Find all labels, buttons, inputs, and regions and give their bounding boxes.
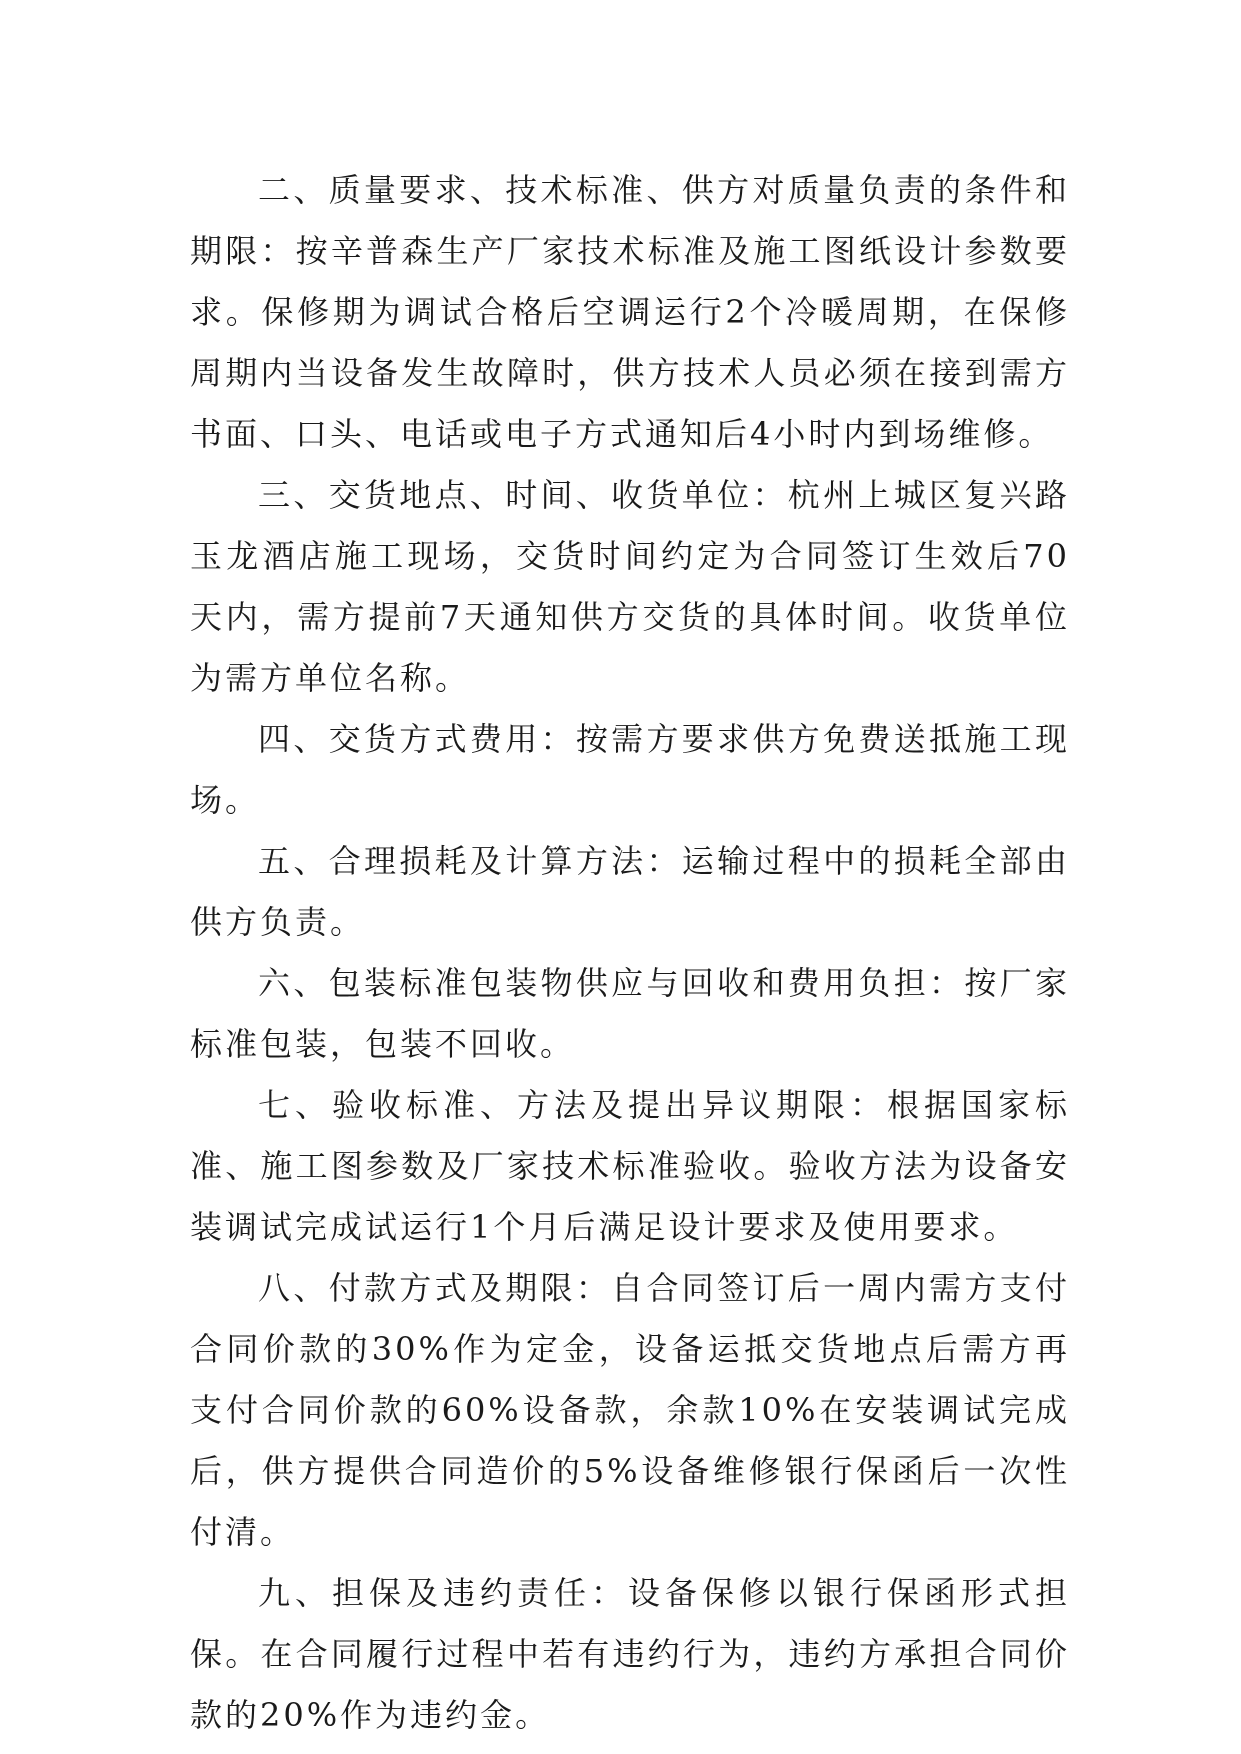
clause-loss: 五、合理损耗及计算方法：运输过程中的损耗全部由供方负责。	[190, 842, 1070, 941]
clause-acceptance: 七、验收标准、方法及提出异议期限：根据国家标准、施工图参数及厂家技术标准验收。验收方法为设备安装调试完成试运行1个月后满足设计要求及使用要求。	[190, 1086, 1070, 1246]
document-body	[190, 160, 1070, 1746]
clause-payment: 八、付款方式及期限：自合同签订后一周内需方支付合同价款的30%作为定金，设备运抵交货地点后需方再支付合同价款的60%设备款，余款10%在安装调试完成后，供方提供合同造价的5%设备维修银行保函后一次性付清。	[190, 1269, 1070, 1551]
clause-quality: 二、质量要求、技术标准、供方对质量负责的条件和期限：按辛普森生产厂家技术标准及施工图纸设计参数要求。保修期为调试合格后空调运行2个冷暖周期，在保修周期内当设备发生故障时，供方技术人员必须在接到需方书面、口头、电话或电子方式通知后4小时内到场维修。	[190, 171, 1070, 453]
clause-delivery-location: 三、交货地点、时间、收货单位：杭州上城区复兴路玉龙酒店施工现场，交货时间约定为合同签订生效后70天内，需方提前7天通知供方交货的具体时间。收货单位为需方单位名称。	[190, 476, 1070, 697]
clause-guarantee: 九、担保及违约责任：设备保修以银行保函形式担保。在合同履行过程中若有违约行为，违约方承担合同价款的20%作为违约金。	[190, 1574, 1070, 1734]
clause-delivery-method: 四、交货方式费用：按需方要求供方免费送抵施工现场。	[190, 720, 1070, 819]
clause-packaging: 六、包装标准包装物供应与回收和费用负担：按厂家标准包装，包装不回收。	[190, 964, 1070, 1063]
